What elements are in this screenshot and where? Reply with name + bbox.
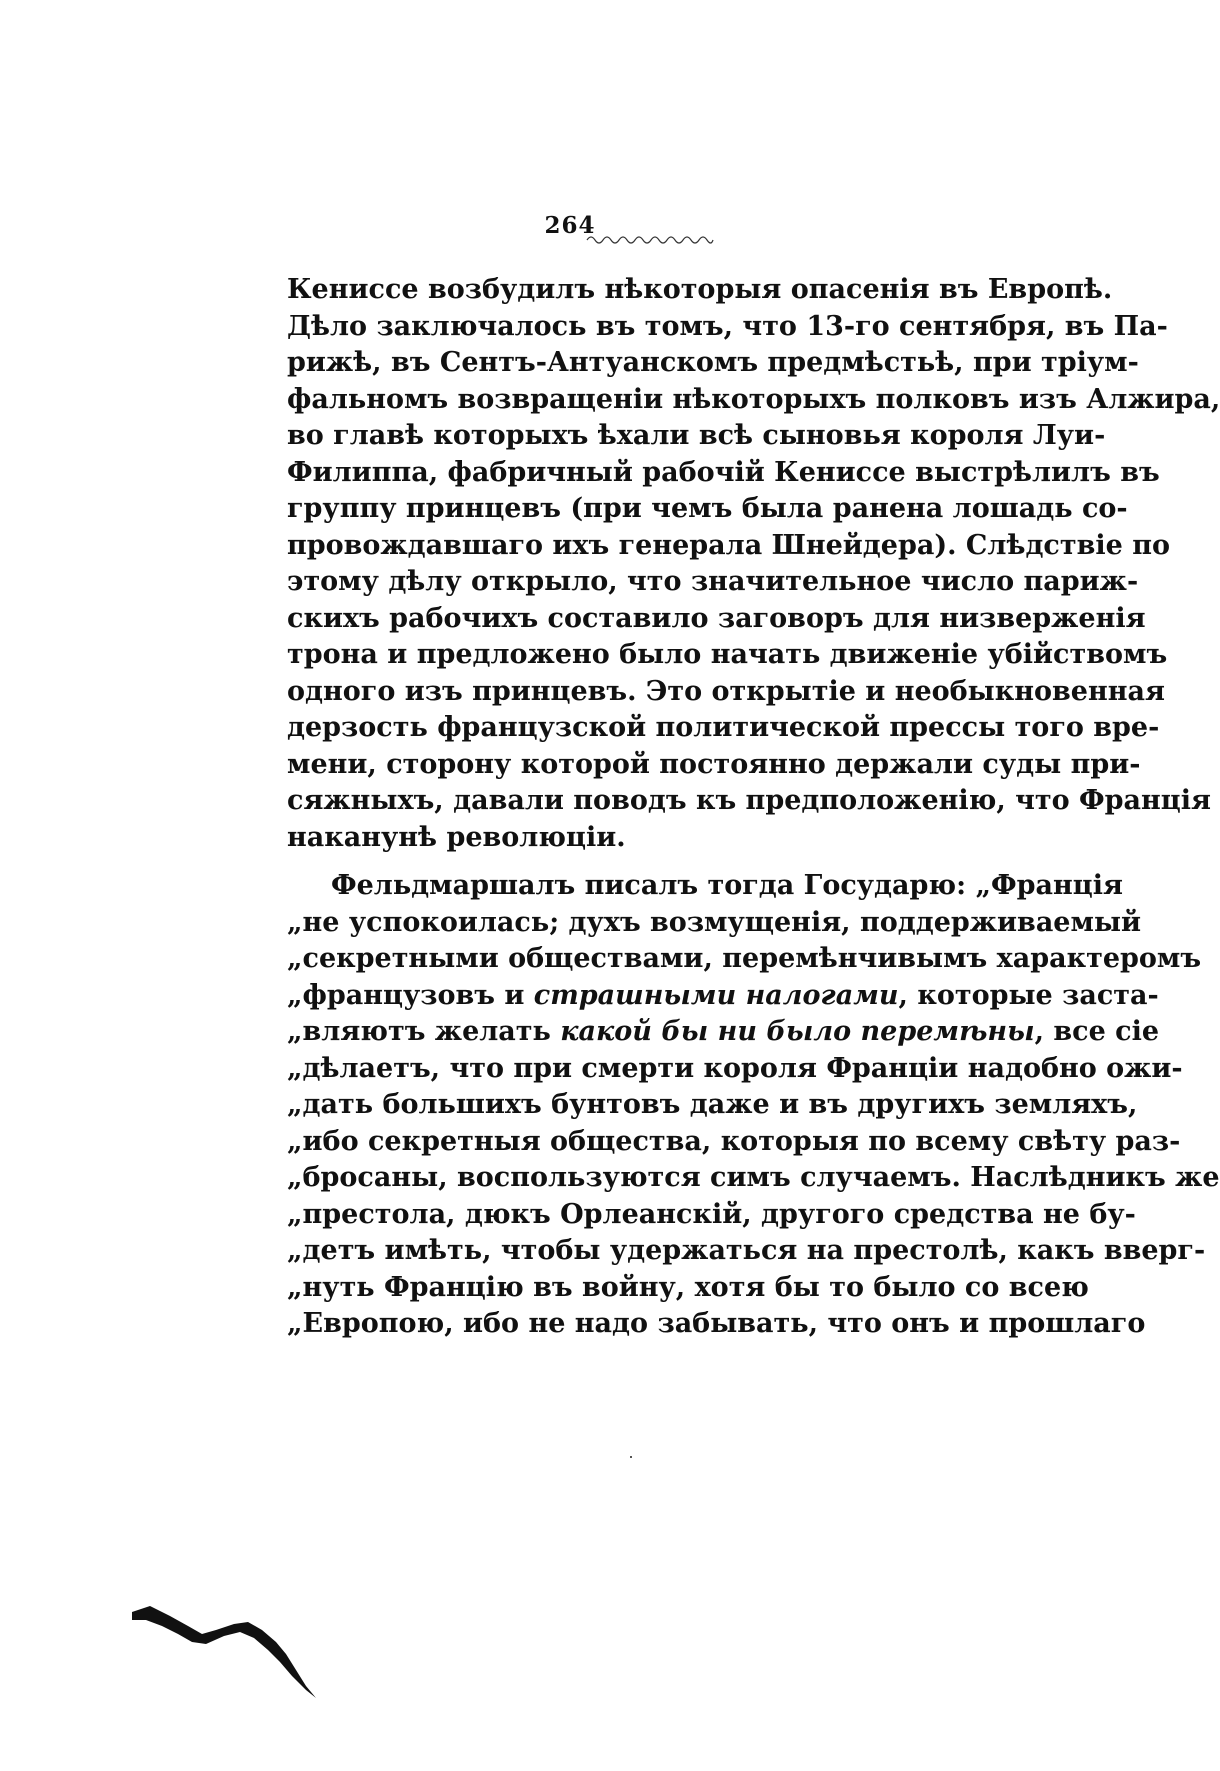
text-span: фальномъ возвращеніи нѣкоторыхъ полковъ изъ Алжира, <box>287 383 1220 415</box>
text-line <box>287 1087 1138 1124</box>
text-span: наканунѣ революціи. <box>287 821 626 853</box>
print-speck <box>630 1456 632 1458</box>
text-line <box>287 783 1211 820</box>
text-span: „ибо секретныя общества, которыя по всему свѣту раз- <box>287 1125 1181 1157</box>
text-span: „французовъ и <box>287 979 534 1011</box>
text-line <box>287 637 1168 674</box>
emphasized-text: какой бы ни было перемѣны <box>560 1016 1035 1047</box>
text-line <box>287 491 1128 528</box>
text-line <box>287 978 1159 1015</box>
text-span: рижѣ, въ Сентъ-Антуанскомъ предмѣстьѣ, при тріум- <box>287 347 1139 378</box>
text-line <box>287 905 1142 942</box>
text-span: „детъ имѣть, чтобы удержаться на престолѣ, какъ вверг- <box>287 1235 1206 1266</box>
text-line <box>287 528 1170 565</box>
emphasized-text: страшными налогами <box>533 979 899 1011</box>
text-span: Дѣло заключалось въ томъ, что 13-го сентября, въ Па- <box>287 310 1168 342</box>
text-span: дерзость французской политической прессы того вре- <box>287 712 1160 743</box>
text-line <box>287 418 1106 455</box>
text-line <box>287 1233 1206 1270</box>
text-span: Кениссе возбудилъ нѣкоторыя опасенія въ Европѣ. <box>287 274 1113 305</box>
text-line <box>287 601 1146 638</box>
text-line <box>287 1051 1183 1088</box>
text-line <box>287 1197 1136 1234</box>
text-line <box>287 272 1113 309</box>
page-number: 264 <box>544 212 596 239</box>
text-span: мени, сторону которой постоянно держали суды при- <box>287 748 1141 780</box>
text-span: трона и предложено было начать движеніе убійствомъ <box>287 639 1168 670</box>
text-span: „вляютъ желать <box>287 1016 561 1047</box>
text-span: Фельдмаршалъ писалъ тогда Государю: „Франція <box>331 870 1123 901</box>
ink-stroke-mark <box>130 1590 320 1700</box>
text-span: , все сіе <box>1034 1016 1160 1047</box>
text-span: группу принцевъ (при чемъ была ранена лошадь со- <box>287 493 1128 524</box>
text-span: сяжныхъ, давали поводъ къ предположенію, что Франція <box>287 785 1211 816</box>
text-span: одного изъ принцевъ. Это открытіе и необыкновенная <box>287 675 1165 707</box>
text-line <box>287 1124 1181 1161</box>
text-span: „Европою, ибо не надо забывать, что онъ и прошлаго <box>287 1308 1146 1339</box>
wavy-rule-ornament <box>587 234 713 246</box>
text-span: во главѣ которыхъ ѣхали всѣ сыновья короля Луи- <box>287 420 1106 451</box>
text-span: скихъ рабочихъ составило заговоръ для низверженія <box>287 602 1146 634</box>
text-line <box>287 345 1139 382</box>
text-span: этому дѣлу открыло, что значительное число париж- <box>287 566 1139 597</box>
text-span: „дать большихъ бунтовъ даже и въ другихъ земляхъ, <box>287 1089 1138 1120</box>
text-span: „престола, дюкъ Орлеанскій, другого средства не бу- <box>287 1198 1136 1230</box>
text-line <box>287 1306 1146 1343</box>
text-line <box>287 455 1160 492</box>
text-span: „не успокоилась; духъ возмущенія, поддерживаемый <box>287 906 1142 938</box>
text-line <box>287 309 1168 346</box>
text-line <box>287 1014 1160 1051</box>
text-span: Филиппа, фабричный рабочій Кениссе выстрѣлилъ въ <box>287 456 1160 488</box>
text-line <box>287 1270 1089 1307</box>
text-line <box>287 820 997 857</box>
text-line <box>287 868 1123 905</box>
text-span: провождавшаго ихъ генерала Шнейдера). Слѣдствіе по <box>287 529 1170 561</box>
text-span: , которые заста- <box>898 979 1159 1011</box>
text-span: „дѣлаетъ, что при смерти короля Франціи надобно ожи- <box>287 1052 1183 1084</box>
text-line <box>287 564 1139 601</box>
text-line <box>287 674 1165 711</box>
text-line <box>287 710 1160 747</box>
text-line <box>287 1160 1220 1197</box>
body-text <box>287 272 1220 1343</box>
text-line <box>287 382 1220 419</box>
text-line <box>287 941 1202 978</box>
text-span: „бросаны, воспользуются симъ случаемъ. Наслѣдникъ же <box>287 1162 1220 1193</box>
text-line <box>287 747 1141 784</box>
text-span: „нуть Францію въ войну, хотя бы то было со всею <box>287 1271 1089 1303</box>
text-span: „секретными обществами, перемѣнчивымъ характеромъ <box>287 943 1202 974</box>
